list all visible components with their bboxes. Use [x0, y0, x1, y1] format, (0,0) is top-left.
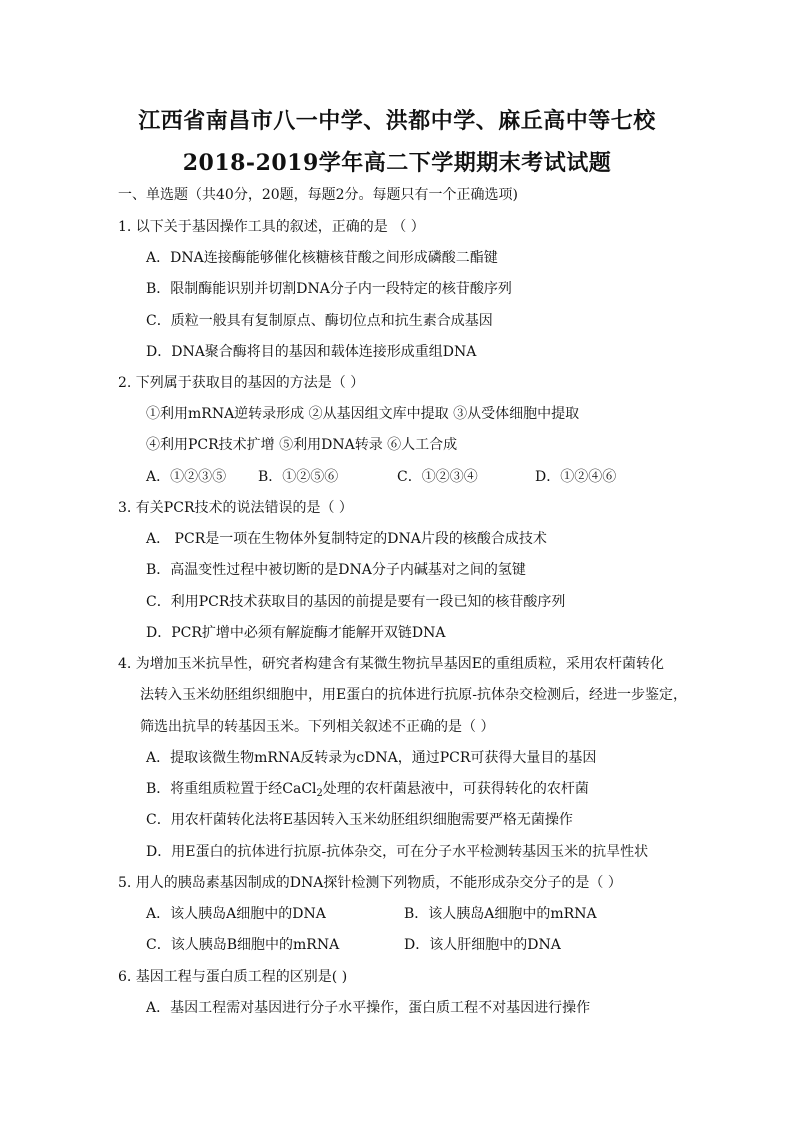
question-4-option-a: A．提取该微生物mRNA反转录为cDNA，通过PCR可获得大量目的基因: [146, 750, 597, 766]
question-6-option-a: A．基因工程需对基因进行分子水平操作，蛋白质工程不对基因进行操作: [146, 1000, 591, 1016]
question-3-option-d: D．PCR扩增中必须有解旋酶才能解开双链DNA: [146, 625, 446, 641]
section-heading: 一、单选题（共40分，20题，每题2分。每题只有一个正确选项): [118, 187, 518, 203]
question-1-option-a: A．DNA连接酶能够催化核糖核苷酸之间形成磷酸二酯键: [146, 250, 498, 266]
question-5-option-d: D．该人肝细胞中的DNA: [404, 937, 561, 953]
question-1-option-d: D．DNA聚合酶将目的基因和载体连接形成重组DNA: [146, 344, 477, 360]
question-2-methods-row2: ④利用PCR技术扩增 ⑤利用DNA转录 ⑥人工合成: [146, 437, 458, 453]
question-4-option-d: D．用E蛋白的抗体进行抗原-抗体杂交，可在分子水平检测转基因玉米的抗旱性状: [146, 844, 649, 860]
question-4-option-b-post: 处理的农杆菌悬液中，可获得转化的农杆菌: [322, 781, 589, 797]
question-4-option-b-pre: B．将重组质粒置于经CaCl: [146, 781, 317, 797]
question-6-stem: 6. 基因工程与蛋白质工程的区别是( ): [118, 969, 348, 985]
question-5-option-b: B．该人胰岛A细胞中的mRNA: [404, 906, 597, 922]
question-3-option-b: B．高温变性过程中被切断的是DNA分子内碱基对之间的氢键: [146, 562, 526, 578]
question-5-stem: 5. 用人的胰岛素基因制成的DNA探针检测下列物质，不能形成杂交分子的是（ ）: [118, 875, 622, 891]
question-3-option-c: C．利用PCR技术获取目的基因的前提是要有一段已知的核苷酸序列: [146, 594, 566, 610]
question-3-option-a: A． PCR是一项在生物体外复制特定的DNA片段的核酸合成技术: [146, 531, 547, 547]
question-3-stem: 3. 有关PCR技术的说法错误的是（ ）: [118, 500, 353, 516]
question-5-option-c: C．该人胰岛B细胞中的mRNA: [146, 937, 340, 953]
question-2-methods-row1: ①利用mRNA逆转录形成 ②从基因组文库中提取 ③从受体细胞中提取: [146, 406, 580, 422]
question-4-stem-line2: 法转入玉米幼胚组织细胞中，用E蛋白的抗体进行抗原-抗体杂交检测后，经进一步鉴定，: [140, 687, 687, 703]
question-2-option-b: B．①②⑤⑥: [258, 469, 339, 485]
question-2-stem: 2. 下列属于获取目的基因的方法是（ ）: [118, 375, 365, 391]
question-4-stem-line1: 4. 为增加玉米抗旱性，研究者构建含有某微生物抗旱基因E的重组质粒，采用农杆菌转化: [118, 656, 665, 672]
question-1-stem: 1. 以下关于基因操作工具的叙述，正确的是 （ ）: [118, 219, 425, 235]
question-2-option-c: C．①②③④: [397, 469, 478, 485]
question-2-option-a: A．①②③⑤: [146, 469, 227, 485]
exam-title-line2: 2018-2019学年高二下学期期末考试试题: [182, 150, 612, 176]
question-4-stem-line3: 筛选出抗旱的转基因玉米。下列相关叙述不正确的是（ ）: [140, 719, 495, 735]
question-2-option-d: D．①②④⑥: [535, 469, 617, 485]
question-1-option-c: C．质粒一般具有复制原点、酶切位点和抗生素合成基因: [146, 313, 493, 329]
question-4-option-b: [146, 780, 589, 803]
question-4-option-c: C．用农杆菌转化法将E基因转入玉米幼胚组织细胞需要严格无菌操作: [146, 812, 573, 828]
question-4-option-b-subscript: 2: [316, 788, 323, 799]
question-5-option-a: A．该人胰岛A细胞中的DNA: [146, 906, 326, 922]
question-1-option-b: B．限制酶能识别并切割DNA分子内一段特定的核苷酸序列: [146, 281, 512, 297]
exam-title-line1: 江西省南昌市八一中学、洪都中学、麻丘高中等七校: [138, 108, 656, 134]
